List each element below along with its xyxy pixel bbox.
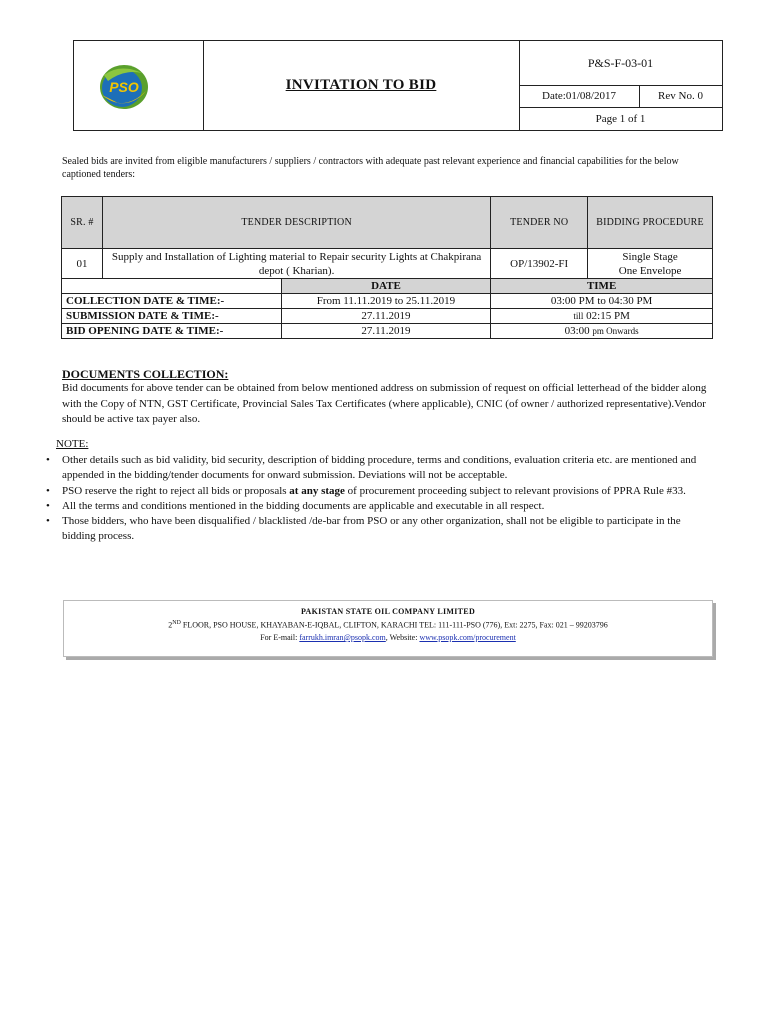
list-item bbox=[46, 484, 706, 499]
schedule-date: 27.11.2019 bbox=[281, 324, 491, 339]
list-item bbox=[46, 453, 706, 484]
bullet-icon: • bbox=[46, 454, 50, 466]
email-link[interactable]: farrukh.imran@psopk.com bbox=[299, 633, 386, 642]
date-header: DATE bbox=[281, 279, 491, 294]
list-item bbox=[46, 499, 706, 514]
note-text: Those bidders, who have been disqualified / blacklisted /de-bar from PSO or any other organization, shall not be eligible to participate in the bidding process. bbox=[62, 515, 681, 543]
empty-cell bbox=[62, 279, 282, 294]
time-header: TIME bbox=[491, 279, 713, 294]
tender-table bbox=[61, 196, 713, 339]
floor-number: 2 bbox=[168, 620, 173, 630]
time-suffix: pm Onwards bbox=[592, 326, 639, 336]
documents-title: DOCUMENTS COLLECTION: bbox=[62, 367, 229, 381]
time-value: 03:00 bbox=[564, 325, 590, 337]
schedule-date: From 11.11.2019 to 25.11.2019 bbox=[281, 294, 491, 309]
form-date: Date:01/08/2017 bbox=[519, 85, 640, 108]
note-text-pre: PSO reserve the right to reject all bids or proposals bbox=[62, 484, 290, 497]
pso-logo bbox=[94, 61, 154, 113]
procedure-cell bbox=[588, 249, 713, 279]
bullet-icon: • bbox=[46, 484, 50, 497]
revision-number: Rev No. 0 bbox=[639, 85, 722, 108]
note-list bbox=[46, 453, 706, 545]
intro-text: Sealed bids are invited from eligible manufacturers / suppliers / contractors with adequate past relevant experience and financial capabilities for the below captioned tenders: bbox=[62, 156, 679, 180]
table-header-row bbox=[62, 197, 713, 249]
contact-line bbox=[64, 633, 712, 642]
title-cell bbox=[203, 41, 520, 130]
time-value: 02:15 PM bbox=[586, 310, 630, 322]
page-title: INVITATION TO BID bbox=[285, 77, 437, 93]
floor-suffix: ND bbox=[172, 620, 181, 626]
tender-no-header: TENDER NO bbox=[491, 197, 588, 249]
address-text: FLOOR, PSO HOUSE, KHAYABAN-E-IQBAL, CLIFTON, KARACHI TEL: 111-111-PSO (776), Ext: 2275, Fax: 021 – 99203796 bbox=[180, 620, 608, 630]
documents-body: Bid documents for above tender can be obtained from below mentioned address on submission of request on official letterhead of the bidder along with the Copy of NTN, GST Certificate, Provincial Sales Tax Certificates (where applicable), CNIC (of owner / authorized representative).Vendor should be active tax payer also. bbox=[62, 382, 707, 425]
footer-box bbox=[63, 600, 713, 657]
schedule-header-row bbox=[62, 279, 713, 294]
table-row bbox=[62, 309, 713, 324]
procedure-header: BIDDING PROCEDURE bbox=[588, 197, 713, 249]
logo-text: PSO bbox=[109, 79, 139, 95]
list-item bbox=[46, 514, 706, 545]
time-prefix: till bbox=[573, 311, 584, 321]
table-row bbox=[62, 324, 713, 339]
schedule-label: COLLECTION DATE & TIME:- bbox=[62, 294, 282, 309]
bullet-icon: • bbox=[46, 499, 50, 512]
company-name: PAKISTAN STATE OIL COMPANY LIMITED bbox=[300, 607, 476, 616]
company-address bbox=[64, 620, 712, 630]
description-header: TENDER DESCRIPTION bbox=[102, 197, 490, 249]
table-row bbox=[62, 294, 713, 309]
sr-cell: 01 bbox=[62, 249, 103, 279]
description-cell: Supply and Installation of Lighting material to Repair security Lights at Chakpirana depot ( Kharian). bbox=[102, 249, 490, 279]
note-text-post: of procurement proceeding subject to relevant provisions of PPRA Rule #33. bbox=[344, 484, 686, 497]
logo-cell bbox=[74, 41, 204, 130]
procedure-line-1: Single Stage bbox=[622, 250, 678, 263]
note-text: All the terms and conditions mentioned in the bidding documents are applicable and executable in all respect. bbox=[62, 499, 545, 512]
form-code: P&S-F-03-01 bbox=[519, 41, 722, 86]
schedule-label: SUBMISSION DATE & TIME:- bbox=[62, 309, 282, 324]
schedule-date: 27.11.2019 bbox=[281, 309, 491, 324]
note-label: NOTE: bbox=[56, 438, 89, 450]
email-label: For E-mail: bbox=[260, 633, 300, 642]
sr-header: SR. # bbox=[62, 197, 103, 249]
table-row bbox=[62, 249, 713, 279]
form-info bbox=[519, 41, 722, 130]
tender-no-cell: OP/13902-FI bbox=[491, 249, 588, 279]
schedule-time: 03:00 PM to 04:30 PM bbox=[491, 294, 713, 309]
bullet-icon: • bbox=[46, 515, 50, 528]
schedule-label: BID OPENING DATE & TIME:- bbox=[62, 324, 282, 339]
website-link[interactable]: www.psopk.com/procurement bbox=[419, 633, 516, 642]
schedule-time bbox=[491, 324, 713, 339]
page-number: Page 1 of 1 bbox=[595, 113, 646, 125]
website-label: , Website: bbox=[385, 633, 420, 642]
document-header bbox=[73, 40, 723, 131]
schedule-time bbox=[491, 309, 713, 324]
note-text-bold: at any stage bbox=[289, 484, 345, 497]
procedure-line-2: One Envelope bbox=[618, 264, 682, 277]
note-text: Other details such as bid validity, bid security, description of bidding procedure, terms and conditions, evaluation criteria etc. are mentioned and appended in the bidding/tender documents for onward submission. Deviations will not be acceptable. bbox=[62, 454, 697, 482]
